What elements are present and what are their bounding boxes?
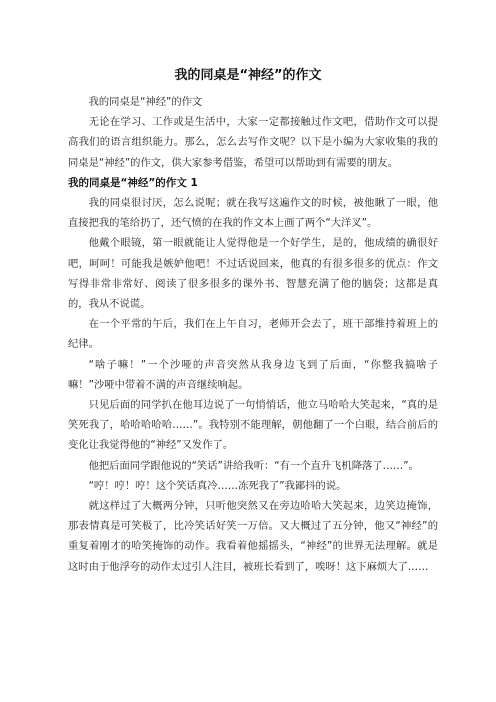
paragraph-2: 他戴个眼镜，第一眼就能让人觉得他是一个好学生，是的，他成绩的确很好吧，呵呵！可能我是嫉妒他吧！不过话说回来，他真的有很多很多的优点：作文写得非常非常好、阅读了很多很多的课外书、智慧充满了他的脑袋；这都是真的，我从不说谎。: [68, 237, 438, 311]
paragraph-3: 在一个平常的午后，我们在上午自习，老师开会去了，班干部维持着班上的纪律。: [68, 318, 438, 351]
paragraph-7: “哼！哼！哼！这个笑话真冷……冻死我了”我鄙抖的说。: [88, 479, 347, 492]
paragraph-4: “啥子嘛！”一个沙哑的声音突然从我身边飞到了后面，“你整我搞啥子嘛！”沙哑中带着不满的声音继续响起。: [68, 358, 438, 391]
paragraph-6: 他把后面同学跟他说的“笑话”讲给我听：“有一个直升飞机降落了……”。: [88, 459, 419, 472]
paragraph-5: 只见后面的同学扒在他耳边说了一句悄悄话，他立马哈哈大笑起来，“真的是笑死我了，哈哈哈哈哈……”。我特别不能理解，朝他翻了一个白眼，结合前后的变化让我觉得他的“神经”又发作了。: [68, 399, 438, 452]
paragraph-1: 我的同桌很讨厌，怎么说呢；就在我写这遍作文的时候，被他瞅了一眼，他直接把我的笔给扔了，还气愤的在我的作文本上画了两个“大洋叉”。: [68, 197, 438, 230]
section-heading: 我的同桌是“神经”的作文 1: [68, 176, 198, 189]
paragraph-8: 就这样过了大概两分钟，只听他突然又在旁边哈哈大笑起来，边笑边掩饰，那表情真是可笑极了，比冷笑话好笑一万倍。又大概过了五分钟，他又“神经”的重复着刚才的哈笑掩饰的动作。我看着他摇摇头，“神经”的世界无法理解。就是这时由于他浮夸的动作太过引人注目，被班长看到了，唉呀！这下麻烦大了……: [68, 500, 438, 573]
intro-paragraph: 无论在学习、工作或是生活中，大家一定都接触过作文吧，借助作文可以提高我们的语言组织能力。那么，怎么去写作文呢？以下是小编为大家收集的我的同桌是“神经”的作文，供大家参考借鉴，希望可以帮助到有需要的朋友。: [68, 116, 438, 169]
document-subtitle: 我的同桌是“神经”的作文: [88, 96, 203, 108]
document-body: [68, 92, 438, 577]
document-title: 我的同桌是“神经”的作文: [174, 68, 322, 83]
